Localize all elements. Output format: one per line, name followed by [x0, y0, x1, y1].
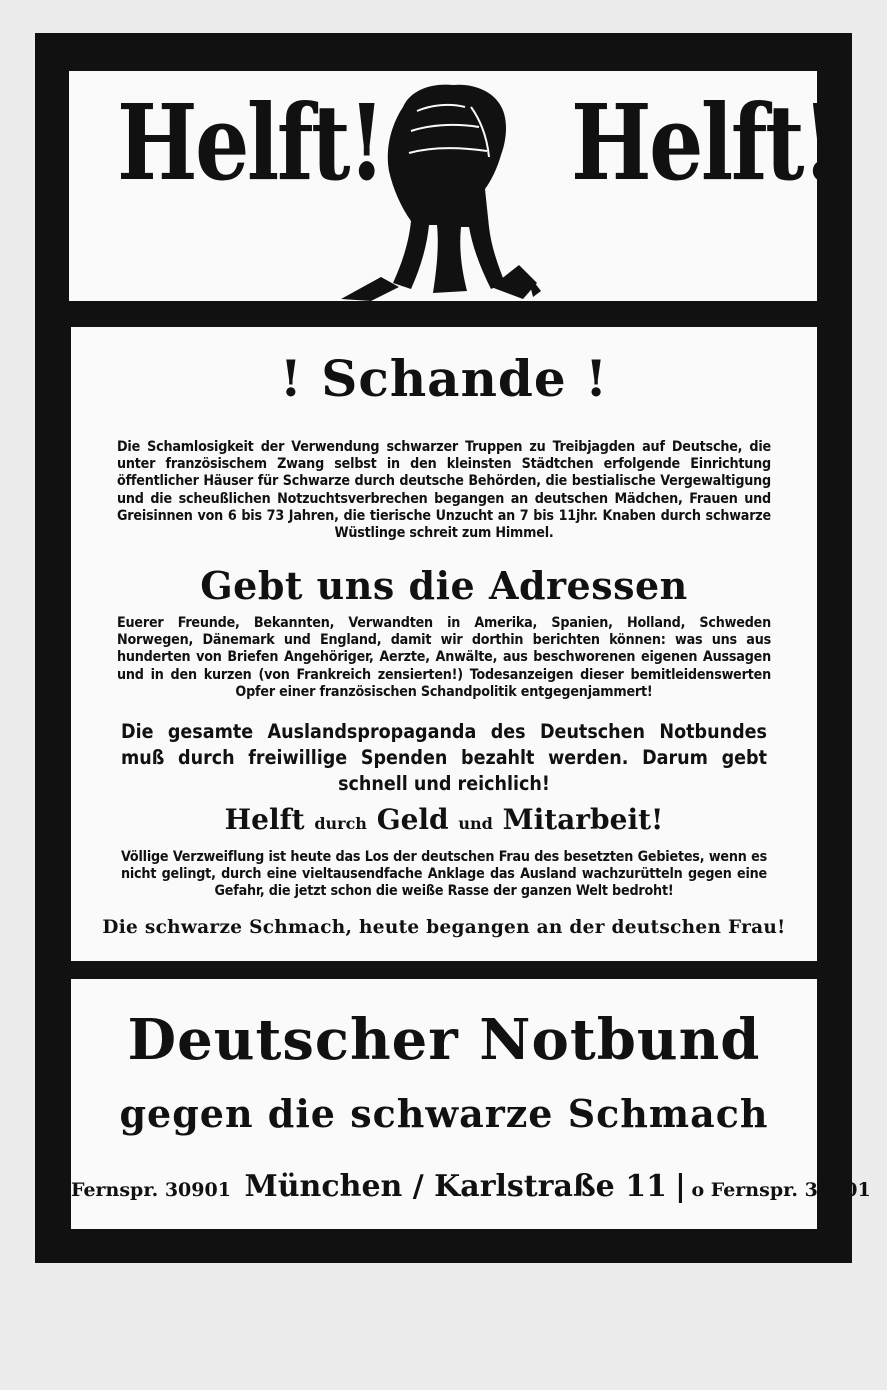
despair-paragraph: Völlige Verzweiflung ist heute das Los der deutschen Frau des besetzten Gebietes, wenn es nicht gelingt, durch eine vieltausendfache Anklage das Ausland wachzurütteln gegen eine Gefahr, die jetzt schon die weiße Rasse der ganzen Welt bedroht! [121, 849, 767, 900]
help-call-und: und [458, 814, 493, 833]
addresses-headline: Gebt uns die Adressen [200, 563, 688, 608]
closing-line: Die schwarze Schmach, heute begangen an der deutschen Frau! [102, 917, 786, 938]
poster [35, 33, 871, 1263]
header-panel [67, 69, 837, 303]
help-call-line [71, 803, 817, 836]
accusation-paragraph: Die Schamlosigkeit der Verwendung schwarzer Truppen zu Treibjagden auf Deutsche, die unter französischem Zwang selbst in den kleinsten Städtchen erfolgende Einrichtung öffentlicher Häuser für Schwarze durch deutsche Behörden, die bestialische Vergewaltigung und die scheußlichen Notzuchtsverbrechen begangen an deutschen Mädchen, Frauen und Greisinnen von 6 bis 73 Jahren, die tierische Unzucht an 7 bis 11jhr. Knaben durch schwarze Wüstlinge schreit zum Himmel. [117, 439, 771, 542]
phone-left: Fernspr. 30901 [71, 1179, 231, 1201]
organization-panel [69, 977, 871, 1231]
help-call-helft: Helft [224, 803, 305, 836]
raised-fist-icon [341, 77, 551, 303]
help-call-mitarbeit: Mitarbeit! [502, 803, 664, 836]
addresses-paragraph: Euerer Freunde, Bekannten, Verwandten in Amerika, Spanien, Holland, Schweden Norwegen, Dänemark und England, damit wir dorthin berichten können: was uns aus hunderten von Briefen Angehöriger, Aerzte, Anwälte, aus beschworenen eigenen Aussagen und in den kurzen (von Frankreich zensierten!) Todesanzeigen dieser bemitleidenswerten Opfer einer französischen Schandpolitik entgegenjammert! [117, 615, 771, 700]
appeal-panel [69, 325, 819, 963]
phone-right: o Fernspr. 30901 [691, 1179, 871, 1201]
address-separator: | [674, 1169, 686, 1204]
address: München / Karlstraße 11 [244, 1169, 667, 1204]
helft-left-title: Helft! [117, 81, 383, 204]
contact-line [71, 1169, 871, 1204]
schande-headline: ! Schande ! [279, 349, 609, 408]
help-call-geld: Geld [376, 803, 449, 836]
organization-subtitle: gegen die schwarze Schmach [119, 1091, 769, 1136]
helft-right-title: Helft! [571, 81, 837, 204]
organization-name: Deutscher Notbund [127, 1007, 761, 1073]
help-call-durch: durch [314, 814, 367, 833]
propaganda-paragraph: Die gesamte Auslandspropaganda des Deutschen Notbundes muß durch freiwillige Spenden bezahlt werden. Darum gebt schnell und reichlich! [121, 720, 767, 795]
